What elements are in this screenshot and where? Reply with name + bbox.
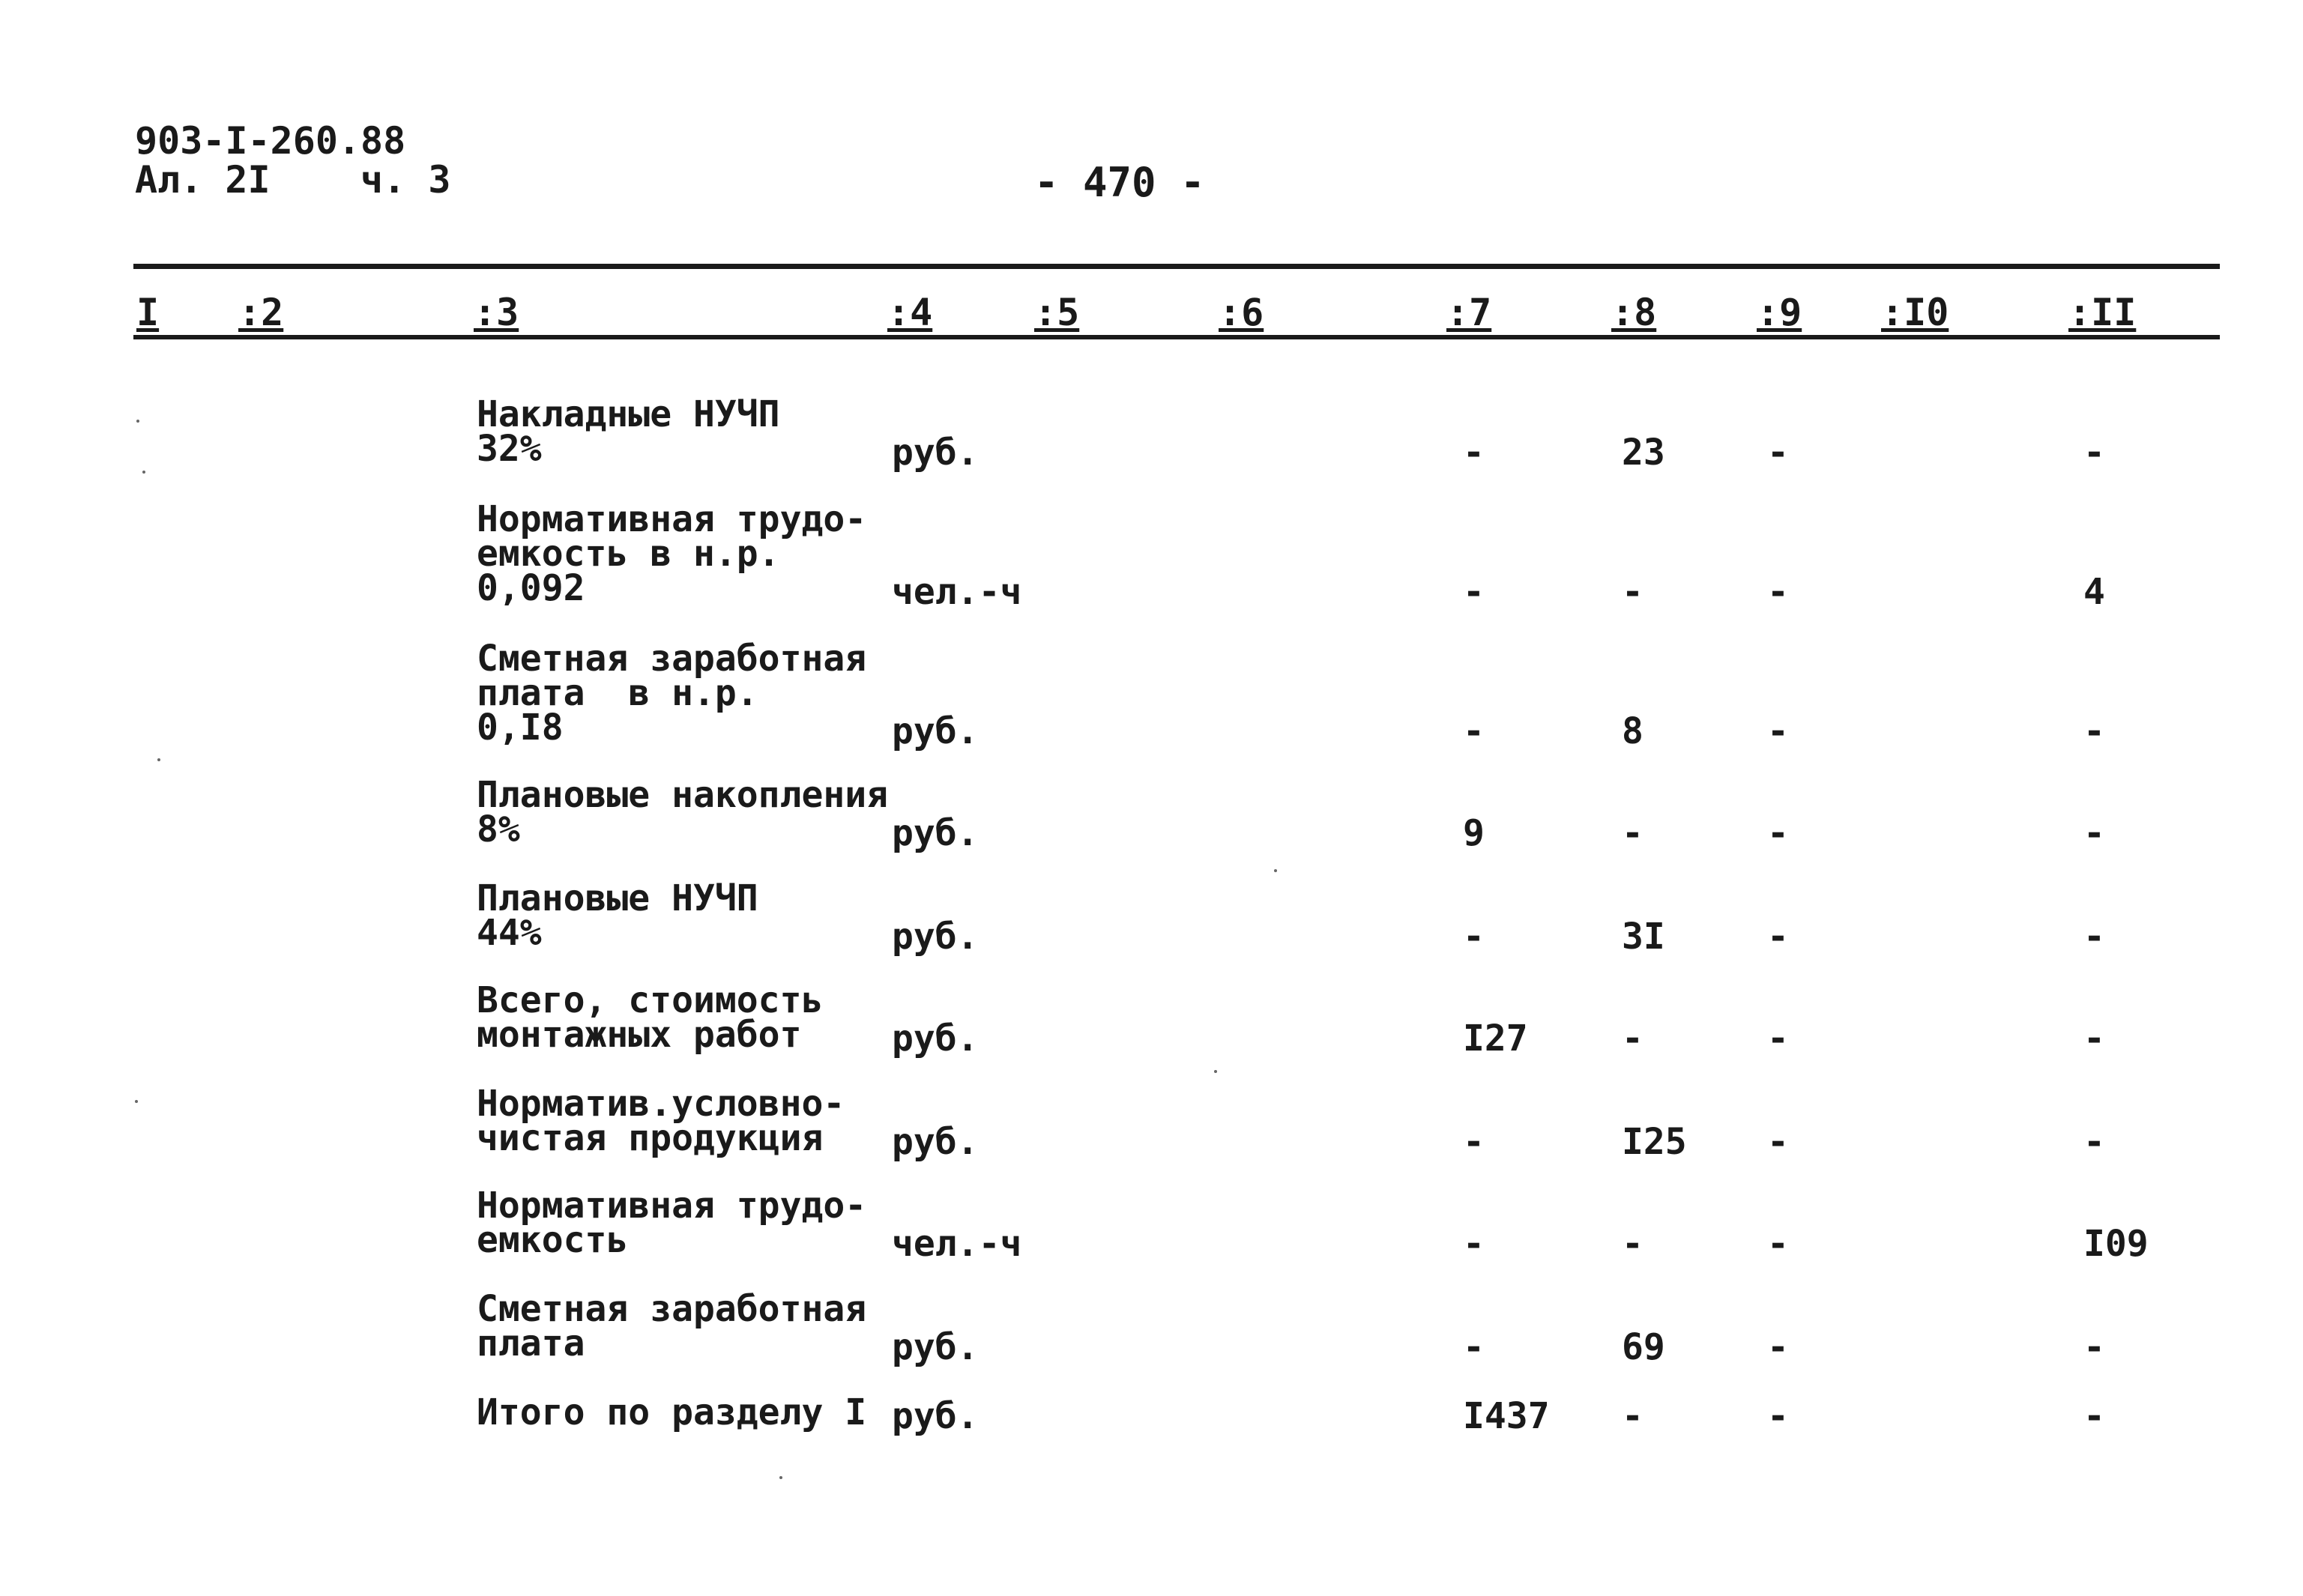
sheet-reference: Ал. 2I ч. 3 xyxy=(135,158,451,202)
row-value-c8: - xyxy=(1622,1395,1644,1437)
column-header-4: :4 xyxy=(887,291,933,334)
row-description: Всего, стоимость монтажных работ xyxy=(477,979,824,1056)
row-value-c7: - xyxy=(1463,432,1485,474)
scan-speck xyxy=(157,758,160,761)
row-value-c7: - xyxy=(1463,1223,1485,1265)
row-value-c7: - xyxy=(1463,1326,1485,1368)
row-value-c9: - xyxy=(1767,916,1789,958)
row-value-c11: - xyxy=(2083,916,2105,958)
row-value-c7: - xyxy=(1463,710,1485,752)
row-unit: руб. xyxy=(892,710,979,752)
row-value-c8: I25 xyxy=(1622,1121,1687,1163)
row-value-c11: I09 xyxy=(2083,1223,2149,1265)
column-header-7: :7 xyxy=(1446,291,1492,334)
row-unit: руб. xyxy=(892,1018,979,1060)
column-header-5: :5 xyxy=(1034,291,1080,334)
document-code: 903-I-260.88 xyxy=(135,119,406,163)
row-unit: руб. xyxy=(892,916,979,958)
row-unit: чел.-ч xyxy=(892,1223,1022,1265)
row-description: Нормативная трудо- емкость в н.р. 0,092 xyxy=(477,498,867,609)
scan-speck xyxy=(779,1476,782,1479)
table-header-rule xyxy=(133,335,2220,339)
row-value-c9: - xyxy=(1767,812,1789,854)
row-value-c11: - xyxy=(2083,710,2105,752)
page-number: - 470 - xyxy=(1034,159,1205,206)
row-value-c9: - xyxy=(1767,571,1789,613)
scan-speck xyxy=(136,420,139,423)
scan-speck xyxy=(1274,869,1277,872)
row-description: Накладные НУЧП 32% xyxy=(477,393,780,470)
row-description: Сметная заработная плата xyxy=(477,1288,867,1364)
row-value-c8: - xyxy=(1622,1223,1644,1265)
column-header-10: :I0 xyxy=(1881,291,1949,334)
row-unit: руб. xyxy=(892,1121,979,1163)
column-header-3: :3 xyxy=(474,291,519,334)
row-value-c9: - xyxy=(1767,1326,1789,1368)
row-value-c7: I27 xyxy=(1463,1018,1528,1060)
row-unit: руб. xyxy=(892,812,979,854)
scan-speck xyxy=(135,1100,138,1103)
row-value-c8: 69 xyxy=(1622,1326,1665,1368)
row-value-c11: - xyxy=(2083,1326,2105,1368)
row-value-c8: - xyxy=(1622,1018,1644,1060)
row-description: Плановые НУЧП 44% xyxy=(477,877,758,954)
row-value-c11: - xyxy=(2083,1395,2105,1437)
scan-speck xyxy=(1214,1070,1217,1073)
row-unit: руб. xyxy=(892,432,979,474)
row-value-c8: 8 xyxy=(1622,710,1644,752)
row-value-c7: - xyxy=(1463,1121,1485,1163)
column-header-8: :8 xyxy=(1611,291,1657,334)
row-value-c8: 23 xyxy=(1622,432,1665,474)
row-description: Нормативная трудо- емкость xyxy=(477,1185,867,1261)
scan-speck xyxy=(142,471,145,474)
row-description: Норматив.условно- чистая продукция xyxy=(477,1083,845,1159)
row-value-c11: 4 xyxy=(2083,571,2105,613)
column-header-2: :2 xyxy=(238,291,284,334)
row-value-c9: - xyxy=(1767,1395,1789,1437)
row-description: Плановые накопления 8% xyxy=(477,774,889,850)
row-value-c9: - xyxy=(1767,432,1789,474)
column-header-9: :9 xyxy=(1757,291,1802,334)
row-description: Итого по разделу I xyxy=(477,1391,867,1433)
row-unit: руб. xyxy=(892,1395,979,1437)
column-header-1: I xyxy=(136,291,160,334)
row-value-c7: - xyxy=(1463,916,1485,958)
row-value-c7: - xyxy=(1463,571,1485,613)
column-header-6: :6 xyxy=(1219,291,1264,334)
row-unit: чел.-ч xyxy=(892,571,1022,613)
row-value-c9: - xyxy=(1767,1121,1789,1163)
row-value-c9: - xyxy=(1767,1018,1789,1060)
row-value-c8: - xyxy=(1622,812,1644,854)
row-value-c8: 3I xyxy=(1622,916,1665,958)
row-value-c11: - xyxy=(2083,812,2105,854)
row-unit: руб. xyxy=(892,1326,979,1368)
row-value-c11: - xyxy=(2083,1121,2105,1163)
row-value-c9: - xyxy=(1767,1223,1789,1265)
table-top-rule xyxy=(133,264,2220,269)
row-value-c8: - xyxy=(1622,571,1644,613)
row-value-c7: I437 xyxy=(1463,1395,1550,1437)
row-description: Сметная заработная плата в н.р. 0,I8 xyxy=(477,638,867,749)
row-value-c9: - xyxy=(1767,710,1789,752)
row-value-c11: - xyxy=(2083,432,2105,474)
row-value-c11: - xyxy=(2083,1018,2105,1060)
row-value-c7: 9 xyxy=(1463,812,1485,854)
column-header-11: :II xyxy=(2068,291,2137,334)
